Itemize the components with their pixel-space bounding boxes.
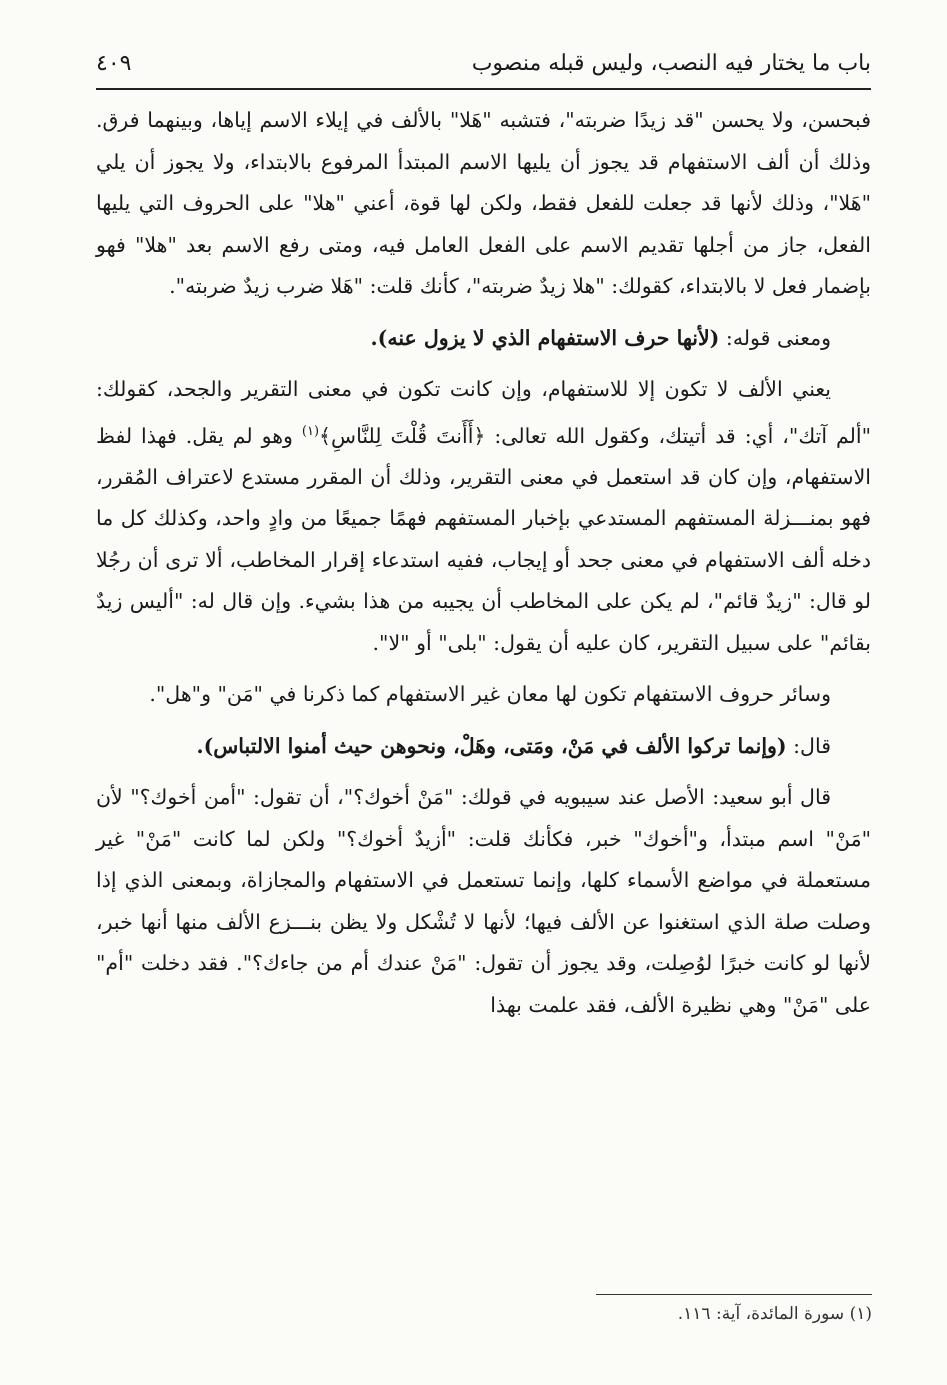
- quote-lead: قال:: [786, 733, 831, 758]
- paragraph-2-after: وهو لم يقل. فهذا لفظ الاستفهام، وإن كان قد استعمل في معنى التقرير، وذلك أن المقرر مستدع لاعتراف المُقرر، فهو بمنـــزلة المستفهم المستدعي بإخبار المستفهم فهمًا جميعًا من وادٍ واحد، وكذلك كل ما دخله ألف الاستفهام في معنى جحد أو إيجاب، ففيه استدعاء إقرار المخاطب، ألا ترى أن رجُلا لو قال: "زيدٌ قائم"، لم يكن على المخاطب أن يجيبه من هذا بشيء. وإن قال له: "أليس زيدٌ بقائم" على سبيل التقرير، كان عليه أن يقول: "بلى" أو "لا".: [96, 423, 871, 655]
- page-number: ٤٠٩: [96, 50, 132, 76]
- running-title: باب ما يختار فيه النصب، وليس قبله منصوب: [471, 50, 871, 76]
- quote-text: (وإنما تركوا الألف في مَنْ، ومَتى، وهَلْ، ونحوهن حيث أمنوا الالتباس).: [196, 733, 787, 758]
- paragraph-1: فبحسن، ولا يحسن "قد زيدًا ضربته"، فتشبه "هَلا" بالألف في إيلاء الاسم إياها، وبينهما فرق. وذلك أن ألف الاستفهام قد يجوز أن يليها الاسم المبتدأ المرفوع بالابتداء، ولا يجوز أن يلي "هَلا"، وذلك لأنها قد جعلت للفعل فقط، ولكن لها قوة، أعني "هلا" على الحروف التي يليها الفعل، جاز من أجلها تقديم الاسم على الفعل العامل فيه، ومتى رفع الاسم بعد "هلا" فهو بإضمار فعل لا بالابتداء، كقولك: "هلا زيدٌ ضربته"، كأنك قلت: "هَلا ضرب زيدٌ ضربته".: [96, 108, 871, 298]
- quote-lead: ومعنى قوله:: [719, 325, 831, 350]
- quote-text: (لأنها حرف الاستفهام الذي لا يزول عنه).: [370, 325, 720, 350]
- footnote-divider: [596, 1294, 872, 1295]
- body-text: [96, 100, 871, 1036]
- paragraph-4: قال أبو سعيد: الأصل عند سيبويه في قولك: "مَنْ أخوك؟"، أن تقول: "أمن أخوك؟" لأن "مَنْ" اسم مبتدأ، و"أخوك" خبر، فكأنك قلت: "أزيدٌ أخوك؟" ولكن لما كانت "مَنْ" غير مستعملة في مواضع الأسماء كلها، وإنما تستعمل في الاستفهام والمجازاة، وبمعنى الذي إذا وصلت صلة الذي استغنوا عن الألف فيها؛ لأنها لا تُشْكل ولا يظن بنـــزع الألف منها أنها خبر، لأنها لو كانت خبرًا لوُصِلت، وقد يجوز أن تقول: "مَنْ عندك أم من جاءك؟". فقد دخلت "أم" على "مَنْ" وهي نظيرة الألف، فقد علمت بهذا: [96, 785, 871, 1017]
- quran-verse: ﴿أَأَنتَ قُلْتَ لِلنَّاسِ﴾: [319, 423, 486, 448]
- footnote: (١) سورة المائدة، آية: ١١٦.: [677, 1304, 872, 1324]
- paragraph-2-before: يعني الألف لا تكون إلا للاستفهام، وإن كانت تكون في معنى التقرير والجحد، كقولك: "ألم آتك"، أي: قد أتيتك، وكقول الله تعالى:: [96, 377, 871, 448]
- footnote-ref: (١): [301, 423, 320, 439]
- paragraph-quote-1: [96, 318, 871, 360]
- paragraph-3: وسائر حروف الاستفهام تكون لها معان غير الاستفهام كما ذكرنا في "مَن" و"هل".: [149, 682, 831, 707]
- paragraph-quote-2: [96, 726, 871, 768]
- paragraph-2: [96, 369, 871, 664]
- page-header: [96, 38, 871, 90]
